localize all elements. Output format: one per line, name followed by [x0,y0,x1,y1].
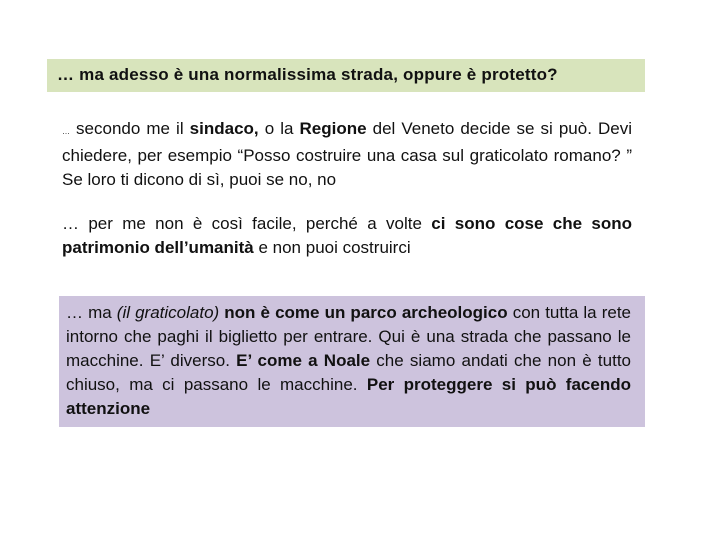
text-segment: che siamo andati che non è tutto chiuso, ma ci passano le macchine. [66,351,631,394]
text-segment: con tutta la rete intorno che paghi il biglietto per entrare. Qui è una strada che passano le macchine. E’ diverso. [66,303,631,370]
bold-segment: sindaco, [189,119,259,138]
bold-segment: Regione [299,119,367,138]
text-segment: secondo me il [70,119,190,138]
text-segment: … ma [66,303,117,322]
paragraph-sindaco [62,117,632,192]
text-segment: o la [258,119,300,138]
text-segment: e non puoi costruirci [253,238,411,257]
ellipsis: … [62,127,70,136]
paragraph-patrimonio [62,212,632,260]
text-segment: … per me non è così facile, perché a volte [62,214,432,233]
bold-segment: non è come un parco archeologico [219,303,508,322]
question-heading: … ma adesso è una normalissima strada, oppure è protetto? [47,59,645,92]
bold-segment: Per proteggere si può facendo attenzione [66,375,631,418]
answer-box [59,296,645,427]
bold-segment: E’ come a Noale [236,351,371,370]
italic-segment: (il graticolato) [116,303,220,322]
text-segment: del Veneto decide se si può. Devi chiedere, per esempio “Posso costruire una casa sul graticolato romano? ” Se loro ti dicono di sì, puoi se no, no [62,119,632,189]
bold-segment: ci sono cose che sono patrimonio dell’umanità [62,214,633,257]
